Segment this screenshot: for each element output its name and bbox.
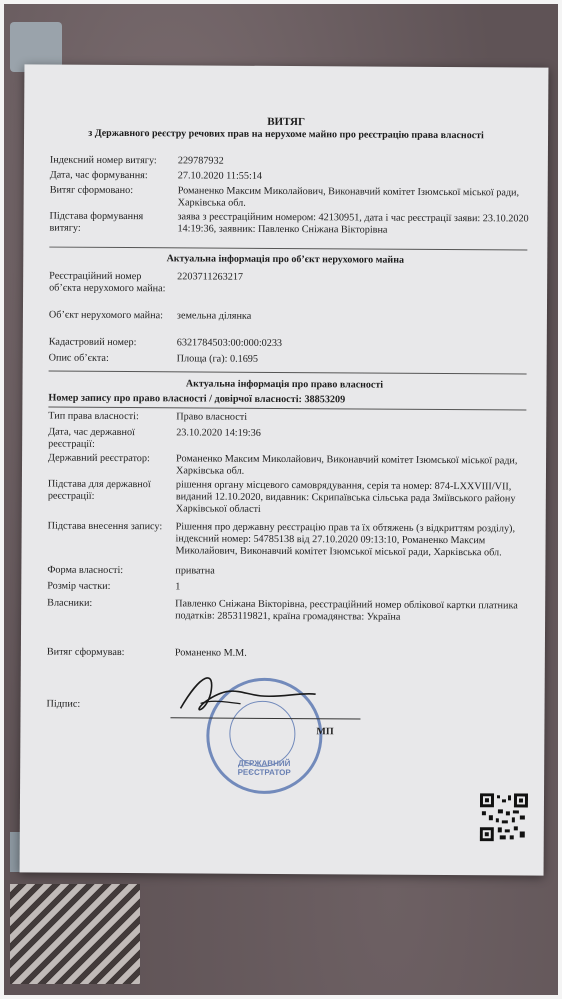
field-registration-date <box>48 426 528 450</box>
record-number-line: Номер запису про право власності / довірчої власності: 38853209 <box>48 392 346 406</box>
field-property-reg-number <box>49 270 529 295</box>
field-value: Рішення про державну реєстрацію прав та їх обтяжень (з відкриттям розділу), індексний номер: 54785138 від 27.10.2020 09:13:10, Романенко Максим Миколайович, Виконавчий комітет Ізюмської міської ради, Харківська обл. <box>175 521 516 559</box>
field-value: рішення органу місцевого самоврядування, серія та номер: 874-LXXVIII/VII, виданий 12.10.2020, видавник: Скрипаївська сільська рада Зміївського району Харківської області <box>175 479 516 515</box>
field-label: Підстава для державної реєстрації: <box>47 478 151 502</box>
field-owners <box>47 597 527 623</box>
field-formed-by <box>49 184 530 209</box>
field-label: Індексний номер витягу: <box>49 154 157 167</box>
field-value: 27.10.2020 11:55:14 <box>177 170 263 182</box>
field-value: Павленко Сніжана Вікторівна, реєстраційний номер облікової картки платника податків: 2853119821, країна громадянства: Україна <box>175 598 518 623</box>
property-section-title: Актуальна інформація про об’єкт нерухомого майна <box>166 253 405 266</box>
field-value: 6321784503:00:000:0233 <box>176 337 283 349</box>
field-index-number <box>49 154 530 167</box>
field-object-description <box>48 352 529 365</box>
document-sheet <box>20 64 549 875</box>
stamp-mark: МП <box>316 726 334 738</box>
blanket-pattern <box>10 884 140 984</box>
field-label: Форма власності: <box>47 564 124 577</box>
field-ownership-form <box>47 564 527 577</box>
field-right-type <box>48 410 528 423</box>
field-value: 229787932 <box>177 155 224 167</box>
field-property-object <box>48 309 529 322</box>
field-label: Власники: <box>47 597 93 609</box>
field-value: Романенко Максим Миколайович, Виконавчий комітет Ізюмської міської ради, Харківська обл. <box>177 185 520 209</box>
signature-icon <box>170 663 320 724</box>
field-value: Площа (га): 0.1695 <box>176 353 259 365</box>
field-label: Дата, час формування: <box>49 169 148 182</box>
signature-label: Підпис: <box>46 698 81 710</box>
field-state-registrar <box>48 452 528 477</box>
field-value: заява з реєстраційним номером: 42130951, дата і час реєстрації заяви: 23.10.2020 14:19:36, заявник: Павленко Сніжана Вікторівна <box>177 211 529 236</box>
divider <box>48 407 526 411</box>
field-label: Тип права власності: <box>48 410 139 423</box>
field-value: 2203711263217 <box>177 271 244 283</box>
field-label: Об’єкт нерухомого майна: <box>48 309 163 322</box>
field-value: Право власності <box>176 411 248 423</box>
field-cadastral-number <box>48 336 529 349</box>
field-label: Дата, час державної реєстрації: <box>48 426 135 450</box>
field-entry-basis <box>47 520 528 559</box>
formed-by-value: Романенко М.М. <box>174 647 247 659</box>
field-share-size <box>47 580 527 593</box>
field-label: Реєстраційний номер об’єкта нерухомого майна: <box>49 270 166 295</box>
field-value: земельна ділянка <box>176 310 252 322</box>
document-title: ВИТЯГ <box>267 115 306 129</box>
divider <box>49 247 527 251</box>
formed-by-row <box>46 646 527 659</box>
document-subtitle: з Державного реєстру речових прав на нерухоме майно про реєстрацію права власності <box>88 127 484 142</box>
stamp-text: ДЕРЖАВНИЙ РЕЄСТРАТОР <box>237 758 291 778</box>
field-label: Підстава формування витягу: <box>49 210 144 234</box>
field-label: Розмір частки: <box>47 580 111 592</box>
qr-code-icon <box>480 793 528 841</box>
rights-section-title: Актуальна інформація про право власності <box>185 378 384 391</box>
field-value: Романенко Максим Миколайович, Виконавчий комітет Ізюмської міської ради, Харківська обл. <box>175 453 518 477</box>
field-label: Витяг сформовано: <box>49 184 134 197</box>
field-label: Кадастровий номер: <box>48 336 137 349</box>
field-value: приватна <box>175 565 215 577</box>
field-formation-date <box>49 169 530 182</box>
divider <box>49 371 527 375</box>
field-label: Підстава внесення запису: <box>47 520 163 533</box>
field-label: Державний реєстратор: <box>48 452 150 465</box>
field-value: 1 <box>175 581 181 593</box>
field-label: Опис об’єкта: <box>48 352 109 364</box>
field-value: 23.10.2020 14:19:36 <box>176 427 261 439</box>
formed-by-label: Витяг сформував: <box>46 646 125 659</box>
